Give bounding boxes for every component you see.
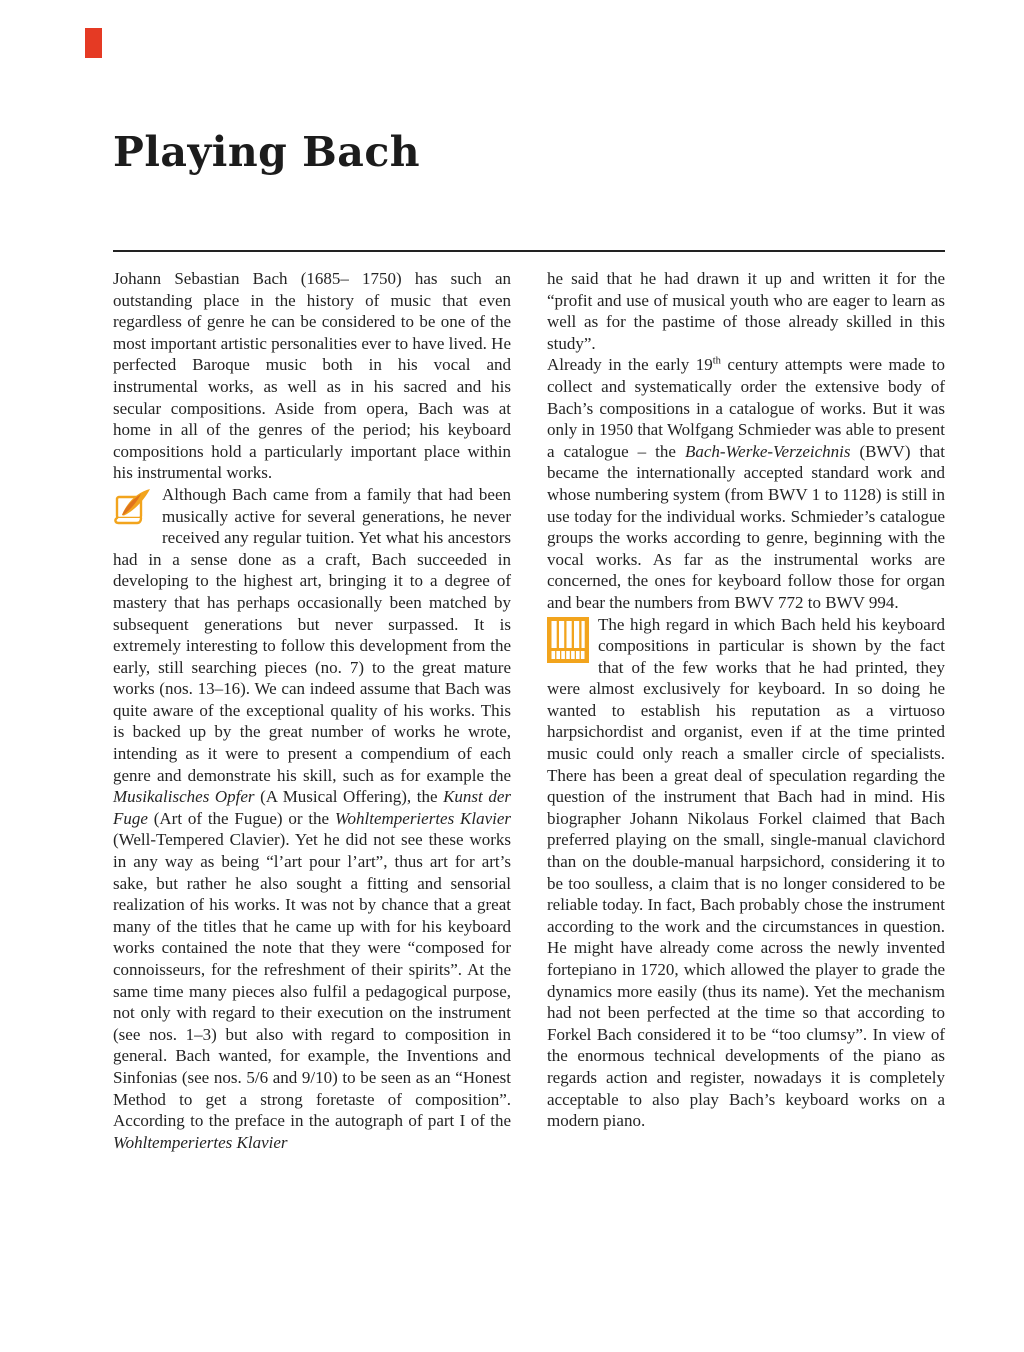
left-column — [113, 268, 511, 1153]
right-column — [547, 268, 945, 1153]
paragraph-intro: Johann Sebastian Bach (1685– 1750) has such an outstanding place in the history of music that even regardless of genre he can be considered to be one of the most important artistic personalities ever to have lived. He perfected Baroque music both in his vocal and instrumental works, as well as in his sacred and his secular compositions. Aside from opera, Bach was at home in all of the genres of the period; his keyboard compositions hold a particularly important place within his instrumental works. — [113, 269, 511, 483]
two-column-text — [113, 268, 945, 1153]
keyboard-icon — [547, 617, 589, 663]
paragraph-family — [113, 484, 511, 1153]
paragraph-catalogue: Already in the early 19th century attempts were made to collect and systematically order the extensive body of Bach’s compositions in a catalogue of works. But it was only in 1950 that Wolfgang Schmieder was able to present a catalogue – the Bach-Werke-Verzeichnis (BWV) that became the internationally accepted standard work and whose numbering system (from BWV 1 to 1128) is still in use today for the individual works. Schmieder’s catalogue groups the works according to genre, beginning with the vocal works. As far as the instrumental works are concerned, the ones for keyboard follow those for organ and bear the numbers from BWV 772 to BWV 994. — [547, 355, 946, 612]
preface-page — [113, 0, 945, 1153]
title-divider — [113, 250, 945, 252]
quill-icon — [113, 487, 153, 527]
page-title: Playing Bach — [113, 128, 421, 176]
paragraph-text: The high regard in which Bach held his keyboard compositions in particular is shown by the fact that of the few works that he had printed, they were almost exclusively for keyboard. In so doing he wanted to establish his reputation as a virtuoso harpsichordist and organist, even if at the time printed music could only reach a smaller circle of specialists. There has been a great deal of speculation regarding the question of the instrument that Bach had in mind. His biographer Johann Nikolaus Forkel claimed that Bach preferred playing on the small, single-manual clavichord than on the double-manual harpsichord, considering it to be too soulless, a claim that is no longer considered to be reliable today. In fact, Bach probably chose the instrument according to the work and the circumstances in question. He might have already come across the newly invented fortepiano in 1720, which allowed the player to grade the dynamics more easily (thus its name). Yet the mechanism had not been perfected at the time so that according to Forkel Bach considered it to be “too clumsy”. In view of the enormous technical developments of the piano as regards action and register, nowadays it is completely acceptable to also play Bach’s keyboard works on a modern piano. — [547, 614, 945, 1131]
paragraph-preface-quote: he said that he had drawn it up and written it for the “profit and use of musical youth who are eager to learn as well as for the pastime of those already skilled in this study”. — [547, 269, 945, 353]
paragraph-instrument — [547, 614, 945, 1132]
red-corner-tab — [85, 28, 102, 58]
paragraph-text: Although Bach came from a family that had been musically active for several generations, he never received any regular tuition. Yet what his ancestors had in a sense done as a craft, Bach succeeded in developing to the highest art, bringing it to a degree of mastery that has perhaps occasionally been matched by subsequent generations but never surpassed. It is extremely interesting to follow this development from the early, still searching pieces (no. 7) to the great mature works (nos. 13–16). We can indeed assume that Bach was quite aware of the exceptional quality of his works. This is backed up by the great number of works he wrote, intending as it were to present a compendium of each genre and demonstrate his skill, such as for example the Musikalisches Opfer (A Musical Offering), the Kunst der Fuge (Art of the Fugue) or the Wohltemperiertes Klavier (Well-Tempered Clavier). Yet he did not see these works in any way as being “l’art pour l’art”, thus art for art’s sake, but rather he also sought a fitting and sensorial realization of his works. It was not by chance that a great many of the titles that he came up with for his keyboard works contained the note that they were “composed for connoisseurs, for the refreshment of their spirits”. At the same time many pieces also fulfil a pedagogical purpose, not only with regard to their execution on the instrument (see nos. 1–3) but also with regard to composition in general. Bach wanted, for example, the Inventions and Sinfonias (see nos. 5/6 and 9/10) to be seen as an “Honest Method to get a strong foretaste of composition”. According to the preface in the autograph of part I of the Wohltemperiertes Klavier — [113, 484, 511, 1152]
